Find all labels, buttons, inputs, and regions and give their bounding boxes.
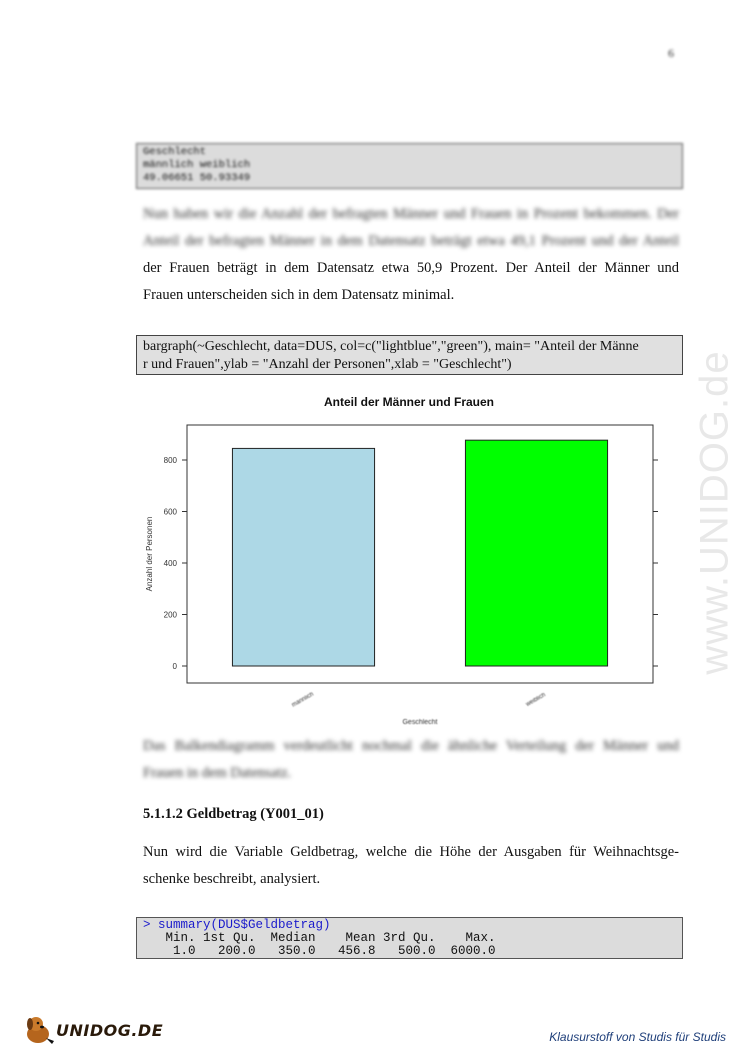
chart-title: Anteil der Männer und Frauen bbox=[323, 395, 495, 409]
watermark-text: www.UNIDOG.de bbox=[692, 350, 737, 675]
code-line: bargraph(~Geschlecht, data=DUS, col=c("lightblue","green"), main= "Anteil der Männe bbox=[143, 339, 639, 354]
page-number: 6 bbox=[668, 46, 674, 60]
logo-text: UNIDOG.DE bbox=[56, 1021, 164, 1040]
y-tick-label: 800 bbox=[163, 456, 177, 465]
x-tick-label: weiblich bbox=[525, 692, 547, 709]
code-summary-header: Min. 1st Qu. Median Mean 3rd Qu. Max. bbox=[143, 931, 496, 945]
paragraph-line: Das Balkendiagramm verdeutlicht nochmal die ähnliche Verteilung der Männer und bbox=[143, 738, 679, 754]
paragraph-line: Nun haben wir die Anzahl der befragten Männer und Frauen in Prozent bekommen. Der bbox=[143, 206, 679, 222]
code-summary-values: 1.0 200.0 350.0 456.8 500.0 6000.0 bbox=[143, 944, 496, 958]
code-command: > summary(DUS$Geldbetrag) bbox=[143, 918, 331, 932]
section-heading: 5.1.1.2 Geldbetrag (Y001_01) bbox=[143, 806, 324, 822]
paragraph-line: schenke beschreibt, analysiert. bbox=[143, 871, 321, 887]
y-tick-label: 0 bbox=[172, 662, 177, 671]
paragraph-line: Frauen unterscheiden sich in dem Datensatz minimal. bbox=[143, 287, 455, 303]
code-line: männlich weiblich bbox=[143, 159, 251, 171]
y-tick-label: 600 bbox=[163, 507, 177, 517]
bar-weiblich bbox=[465, 440, 607, 666]
unidog-logo bbox=[22, 1012, 164, 1048]
paragraph-chart-conclusion bbox=[143, 733, 679, 787]
code-line: r und Frauen",ylab = "Anzahl der Personen",xlab = "Geschlecht") bbox=[143, 357, 512, 372]
paragraph-line: Nun wird die Variable Geldbetrag, welche die Höhe der Ausgaben für Weihnachtsge- bbox=[143, 844, 679, 860]
paragraph-line: Anteil der befragten Männer in dem Datensatz beträgt etwa 49,1 Prozent und der Anteil bbox=[143, 233, 679, 249]
code-line: 49.06651 50.93349 bbox=[143, 172, 251, 184]
code-line: Geschlecht bbox=[143, 146, 207, 158]
bar-chart-svg bbox=[136, 388, 682, 733]
y-tick-label: 400 bbox=[163, 559, 177, 568]
paragraph-line: Frauen in dem Datensatz. bbox=[143, 765, 292, 781]
bar-chart bbox=[136, 388, 682, 733]
footer-tagline: Klausurstoff von Studis für Studis bbox=[549, 1030, 726, 1044]
paragraph-percent-explanation bbox=[143, 201, 679, 309]
y-axis-label: Anzahl der Personen bbox=[145, 516, 154, 592]
dog-icon bbox=[22, 1012, 58, 1048]
paragraph-line: der Frauen beträgt in dem Datensatz etwa 50,9 Prozent. Der Anteil der Männer und bbox=[143, 260, 679, 276]
y-tick-label: 200 bbox=[163, 610, 177, 620]
bar-männlich bbox=[232, 448, 374, 666]
watermark bbox=[692, 280, 737, 730]
x-axis-label: Geschlecht bbox=[402, 719, 438, 726]
x-tick-label: männlich bbox=[291, 691, 315, 709]
code-output-geschlecht bbox=[136, 143, 683, 189]
paragraph-geldbetrag-intro bbox=[143, 839, 679, 893]
code-summary-geldbetrag bbox=[136, 917, 683, 959]
code-bargraph-command bbox=[136, 335, 683, 375]
